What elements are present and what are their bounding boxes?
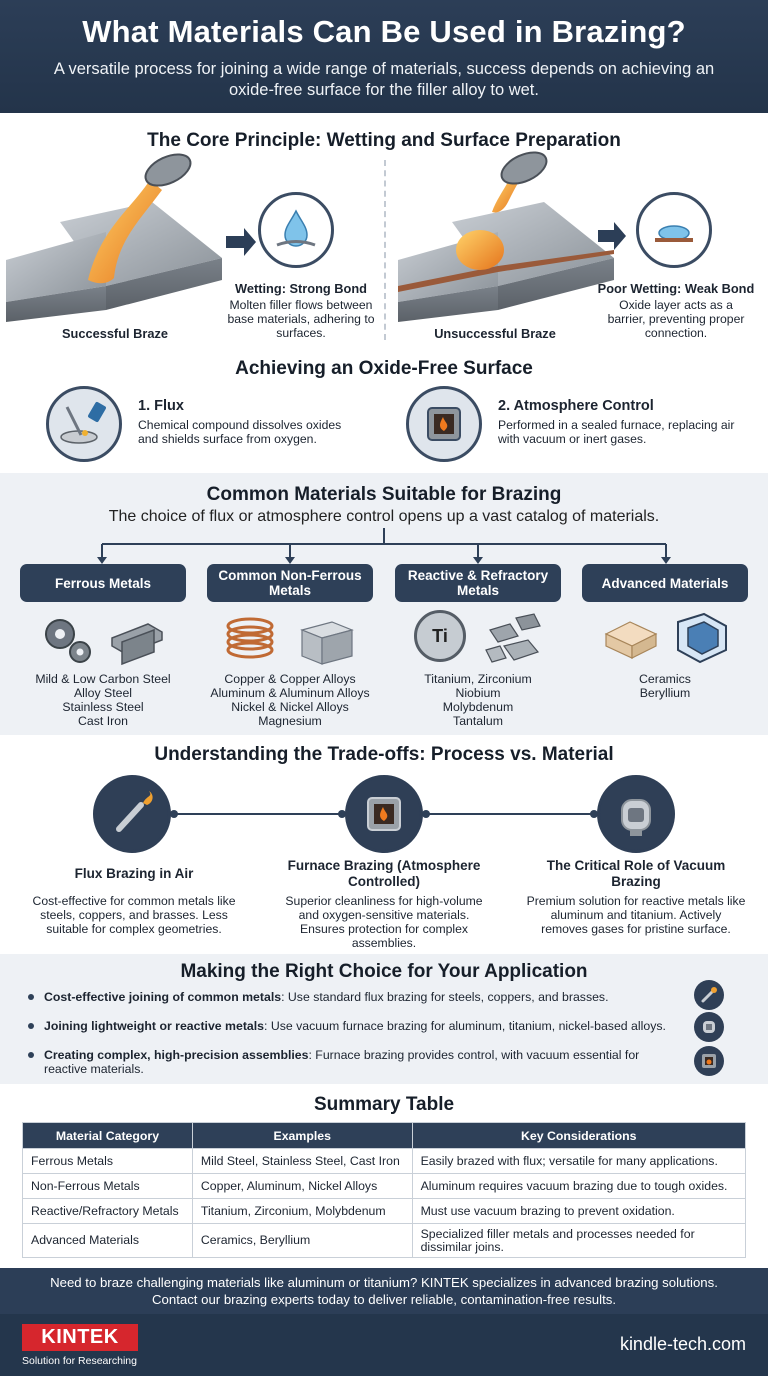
table-cell: Aluminum requires vacuum brazing due to tough oxides.: [412, 1174, 745, 1199]
ceramic-crystal-icon: [600, 610, 732, 668]
gears-steel-icon: [36, 612, 168, 668]
vacuum-brazing-heading: The Critical Role of Vacuum Brazing: [546, 858, 726, 889]
page-subtitle: A versatile process for joining a wide range of materials, success depends on achieving an oxide-free surface for the filler alloy to wet.: [53, 60, 715, 99]
summary-title: Summary Table: [313, 1094, 455, 1115]
poor-wetting-heading: Poor Wetting: Weak Bond: [597, 281, 755, 296]
arrow-right-icon: [598, 222, 626, 250]
wetting-description: Molten filler flows between base materials, adhering to surfaces.: [227, 298, 375, 340]
vacuum-brazing-description: Premium solution for reactive metals like aluminum and titanium. Actively removes gases for pristine surface.: [526, 894, 746, 936]
table-header: Examples: [192, 1123, 412, 1149]
titanium-element-icon: Ti: [414, 610, 466, 662]
table-header: Material Category: [23, 1123, 193, 1149]
page-title: What Materials Can Be Used in Brazing?: [82, 14, 686, 49]
section-divider: [384, 160, 386, 340]
arrow-right-icon: [226, 228, 256, 256]
table-header: Key Considerations: [412, 1123, 745, 1149]
table-row: [23, 1149, 746, 1174]
category-advanced: Advanced Materials: [582, 564, 748, 602]
bead-poor-wetting-icon: [636, 192, 712, 268]
header-banner: [0, 0, 768, 113]
summary-table: [22, 1122, 746, 1258]
non-ferrous-materials-list: Copper & Copper Alloys Aluminum & Aluminum Alloys Nickel & Nickel Alloys Magnesium: [210, 672, 370, 728]
category-non-ferrous: Common Non-Ferrous Metals: [207, 564, 373, 602]
category-connector: [0, 528, 768, 568]
website-link[interactable]: kindle-tech.com: [619, 1334, 746, 1354]
table-row: [23, 1224, 746, 1258]
torch-icon: [93, 775, 171, 853]
category-reactive: Reactive & Refractory Metals: [395, 564, 561, 602]
flux-heading: 1. Flux: [138, 398, 184, 414]
choice-item-complex-assemblies: Creating complex, high-precision assemblies: Furnace brazing provides control, with vacuum essential for reactive materials.: [44, 1048, 640, 1076]
atmosphere-heading: 2. Atmosphere Control: [498, 398, 654, 414]
flux-icon: [46, 386, 122, 462]
furnace-brazing-heading: Furnace Brazing (Atmosphere Controlled): [287, 858, 481, 889]
choice-section-title: Making the Right Choice for Your Application: [180, 961, 588, 982]
table-cell: Must use vacuum brazing to prevent oxidation.: [412, 1199, 745, 1224]
successful-braze-label: Successful Braze: [62, 326, 168, 341]
kintek-logo[interactable]: KINTEK: [22, 1324, 138, 1351]
table-header-row: [23, 1123, 746, 1149]
table-row: [23, 1174, 746, 1199]
droplet-wetting-icon: [258, 192, 334, 268]
flux-air-heading: Flux Brazing in Air: [74, 866, 194, 881]
category-ferrous: Ferrous Metals: [20, 564, 186, 602]
table-cell: Ceramics, Beryllium: [192, 1224, 412, 1258]
flux-description: Chemical compound dissolves oxides and shields surface from oxygen.: [138, 418, 342, 446]
beaded-filler-droplet: [456, 230, 504, 270]
table-cell: Advanced Materials: [23, 1224, 193, 1258]
materials-subtitle: The choice of flux or atmosphere control opens up a vast catalog of materials.: [108, 508, 660, 525]
torch-icon: [694, 980, 724, 1010]
copper-coil-aluminum-block-icon: [222, 612, 362, 668]
unsuccessful-braze-label: Unsuccessful Braze: [434, 326, 556, 341]
table-cell: Copper, Aluminum, Nickel Alloys: [192, 1174, 412, 1199]
furnace-icon: [345, 775, 423, 853]
furnace-icon: [406, 386, 482, 462]
table-cell: Easily brazed with flux; versatile for many applications.: [412, 1149, 745, 1174]
table-cell: Titanium, Zirconium, Molybdenum: [192, 1199, 412, 1224]
furnace-icon: [694, 1046, 724, 1076]
table-cell: Specialized filler metals and processes needed for dissimilar joins.: [412, 1224, 745, 1258]
logo-tagline: Solution for Researching: [22, 1355, 137, 1367]
vacuum-chamber-icon: [597, 775, 675, 853]
vacuum-chamber-icon: [694, 1012, 724, 1042]
flux-air-description: Cost-effective for common metals like steels, coppers, and brasses. Less suitable for complex geometries.: [32, 894, 236, 936]
poor-wetting-description: Oxide layer acts as a barrier, preventing proper connection.: [607, 298, 745, 340]
advanced-materials-list: Ceramics Beryllium: [639, 672, 691, 700]
wetting-heading: Wetting: Strong Bond: [235, 281, 367, 296]
materials-section-title: Common Materials Suitable for Brazing: [206, 484, 562, 505]
table-cell: Mild Steel, Stainless Steel, Cast Iron: [192, 1149, 412, 1174]
reactive-materials-list: Titanium, Zirconium Niobium Molybdenum Tantalum: [424, 672, 532, 728]
core-section-title: The Core Principle: Wetting and Surface Preparation: [147, 130, 621, 151]
footer: [0, 1314, 768, 1376]
tradeoffs-section-title: Understanding the Trade-offs: Process vs. Material: [154, 744, 614, 765]
refractory-blocks-icon: [480, 610, 550, 666]
oxide-section-title: Achieving an Oxide-Free Surface: [235, 358, 533, 379]
table-cell: Ferrous Metals: [23, 1149, 193, 1174]
table-cell: Reactive/Refractory Metals: [23, 1199, 193, 1224]
call-to-action: Need to braze challenging materials like aluminum or titanium? KINTEK specializes in advanced brazing solutions. Contact our brazing experts today to deliver reliable, contamination-free results.: [0, 1268, 768, 1314]
choice-item-reactive-metals: Joining lightweight or reactive metals: Use vacuum furnace brazing for aluminum, titanium, nickel-based alloys.: [44, 1019, 666, 1033]
table-row: [23, 1199, 746, 1224]
table-cell: Non-Ferrous Metals: [23, 1174, 193, 1199]
ferrous-materials-list: Mild & Low Carbon Steel Alloy Steel Stainless Steel Cast Iron: [35, 672, 171, 728]
atmosphere-description: Performed in a sealed furnace, replacing air with vacuum or inert gases.: [498, 418, 735, 446]
furnace-brazing-description: Superior cleanliness for high-volume and oxygen-sensitive materials. Ensures protection for complex assemblies.: [285, 894, 483, 950]
choice-item-common-metals: Cost-effective joining of common metals: Use standard flux brazing for steels, coppers, and brasses.: [44, 990, 609, 1004]
